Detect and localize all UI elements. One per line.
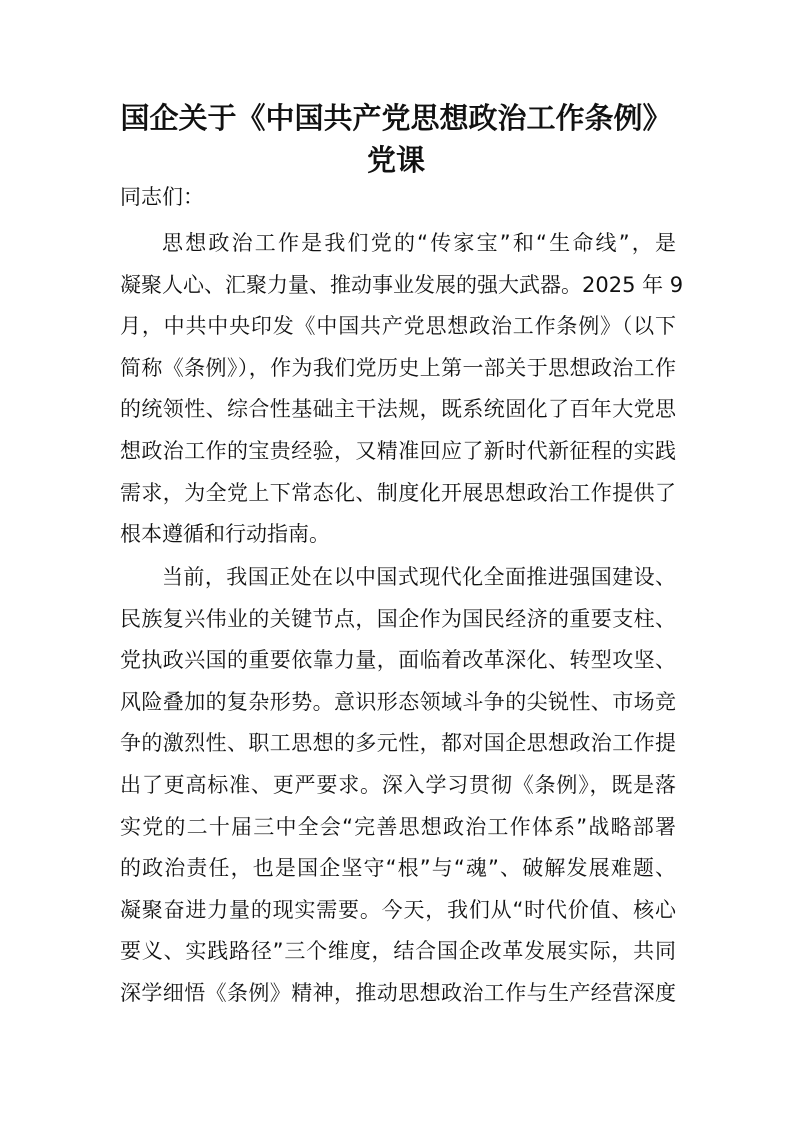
paragraph-2-line: 凝聚奋进力量的现实需要。今天，我们从“时代价值、核心 bbox=[120, 897, 676, 922]
paragraph-1-line: 思想政治工作是我们党的“传家宝”和“生命线”，是 bbox=[162, 231, 676, 255]
document-title-line-2: 党课 bbox=[366, 143, 425, 177]
paragraph-1-line: 需求，为全党上下常态化、制度化开展思想政治工作提供了 bbox=[120, 480, 676, 505]
paragraph-1-line: 的统领性、综合性基础主干法规，既系统固化了百年大党思 bbox=[120, 397, 676, 422]
paragraph-2-line: 要义、实践路径”三个维度，结合国企改革发展实际，共同 bbox=[120, 939, 676, 964]
paragraph-2-line: 争的激烈性、职工思想的多元性，都对国企思想政治工作提 bbox=[120, 731, 676, 756]
paragraph-1-line: 凝聚人心、汇聚力量、推动事业发展的强大武器。2025 年 9 bbox=[120, 272, 684, 297]
salutation: 同志们： bbox=[120, 185, 204, 209]
paragraph-2-line: 党执政兴国的重要依靠力量，面临着改革深化、转型攻坚、 bbox=[120, 648, 676, 673]
paragraph-2-line: 实党的二十届三中全会“完善思想政治工作体系”战略部署 bbox=[120, 814, 676, 839]
paragraph-2-line: 当前，我国正处在以中国式现代化全面推进强国建设、 bbox=[162, 565, 676, 589]
document-title-line-1: 国企关于《中国共产党思想政治工作条例》 bbox=[120, 101, 672, 135]
paragraph-1-line: 月，中共中央印发《中国共产党思想政治工作条例》（以下 bbox=[120, 314, 676, 339]
paragraph-2-line: 出了更高标准、更严要求。深入学习贯彻《条例》，既是落 bbox=[120, 773, 676, 797]
paragraph-2-line: 风险叠加的复杂形势。意识形态领域斗争的尖锐性、市场竞 bbox=[120, 689, 676, 714]
paragraph-2-line: 的政治责任，也是国企坚守“根”与“魂”、破解发展难题、 bbox=[120, 856, 676, 881]
paragraph-2-line: 深学细悟《条例》精神，推动思想政治工作与生产经营深度 bbox=[120, 981, 676, 1005]
paragraph-1-line: 简称《条例》），作为我们党历史上第一部关于思想政治工作 bbox=[120, 355, 676, 380]
paragraph-1-line: 想政治工作的宝贵经验，又精准回应了新时代新征程的实践 bbox=[120, 439, 676, 463]
paragraph-2-line: 民族复兴伟业的关键节点，国企作为国民经济的重要支柱、 bbox=[120, 606, 676, 631]
paragraph-1-line: 根本遵循和行动指南。 bbox=[120, 522, 330, 547]
